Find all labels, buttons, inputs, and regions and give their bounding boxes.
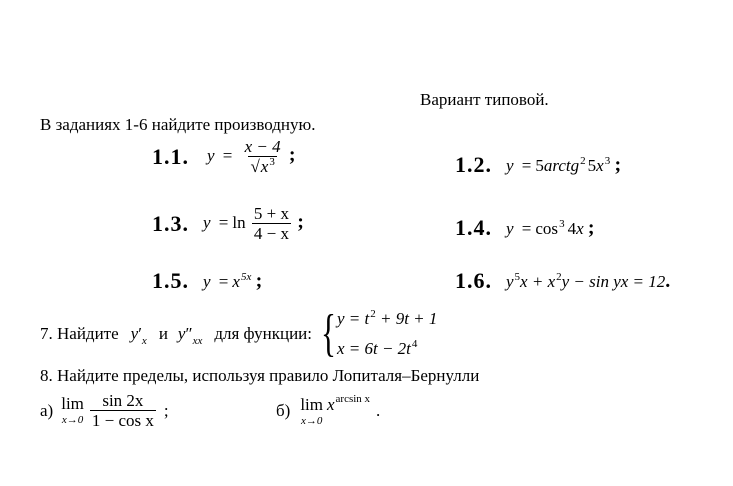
semicolon: ; [255,269,263,292]
formula [506,270,670,293]
term-c: y − sin yx = 12 [561,271,666,291]
exponent: 5x [240,270,252,283]
fraction [252,205,291,243]
function-exponent: 3 [559,217,565,230]
task-8a [40,392,169,430]
task-1-3 [152,205,304,243]
task-7-suffix: для функции: [214,323,312,343]
semicolon: ; [163,400,169,420]
task-number: 1.2. [455,152,492,177]
numerator: 5 + x [253,204,289,223]
task-1-1 [152,138,296,176]
semicolon: ; [297,210,304,233]
function-name: cos [535,218,559,238]
intro-text: В заданиях 1-6 найдите производную. [40,115,316,134]
function-name: ln [232,212,246,232]
system-line-1: $y = t^2 + 9t + 1$ [336,308,438,328]
exponent-a: 5 [514,270,521,283]
formula [506,154,621,177]
task-number: 1.5. [152,268,189,293]
task-1-2 [455,152,621,178]
task-number: 1.3. [152,210,189,236]
numerator: x − 4 [244,137,281,156]
power-expression: $x^{arcsin x}$ [326,393,371,415]
radicand: x [260,156,269,176]
part-label: а) [40,400,54,420]
formula [203,205,304,243]
task-1-4 [455,215,595,241]
task-7 [40,304,437,364]
fraction [243,138,283,176]
var-y: y [203,212,211,232]
denominator: $√x^3$ [250,155,275,176]
derivative-1: $y'_x$ [130,323,147,347]
equals: = [218,212,229,232]
period: . [376,401,381,421]
var-y: y [506,218,514,238]
function-exponent: 2 [580,154,586,167]
numerator: sin 2x [102,391,144,410]
equals: = [222,145,233,165]
formula [203,270,262,293]
var-y: y [506,155,514,175]
part-label: б) [276,401,291,421]
base: x [232,271,240,291]
semicolon: ; [288,143,296,166]
conjunction: и [158,323,168,343]
function-name: arctg [543,155,580,175]
equals: = [521,155,532,175]
coefficient: 5 [535,155,544,175]
term-b: x + x [520,271,556,291]
equals: = [218,271,229,291]
argument-coef: 5 [587,155,597,175]
limit-operator: lim x→0 [300,395,323,427]
period: . [665,269,671,292]
task-number: 1.6. [455,268,492,293]
task-number: 1.4. [455,215,492,240]
task-7-prefix: 7. Найдите [40,323,119,343]
limit-operator: lim x→0 [61,394,84,427]
fraction [90,392,156,430]
derivative-2: $y''_{xx}$ [177,323,203,347]
argument-var: x [576,218,584,238]
equals: = [521,218,532,238]
argument-coef: 4 [567,218,577,238]
formula [506,217,595,240]
var-y: y [203,271,211,291]
denominator: 4 − x [253,223,289,243]
exponent-b: 2 [556,270,562,283]
argument-exponent: 3 [604,154,611,167]
task-number: 1.1. [152,143,189,169]
task-1-6 [455,268,670,294]
term-a: y [506,271,514,291]
semicolon: ; [614,153,622,176]
variant-title: Вариант типовой. [420,90,549,109]
argument-var: x [596,155,604,175]
system-line-2: $x = 6t - 2t^4$ [336,337,418,358]
var-y: y [207,145,215,165]
task-8-title: 8. Найдите пределы, используя правило Лопиталя–Бернулли [40,366,480,385]
exponent: 3 [269,155,275,168]
semicolon: ; [587,216,595,239]
system-brace: { [320,304,336,362]
task-1-5 [152,268,262,294]
formula [207,138,296,176]
denominator: 1 − cos x [91,410,154,430]
task-8b [276,393,381,427]
system-equations [337,304,437,364]
